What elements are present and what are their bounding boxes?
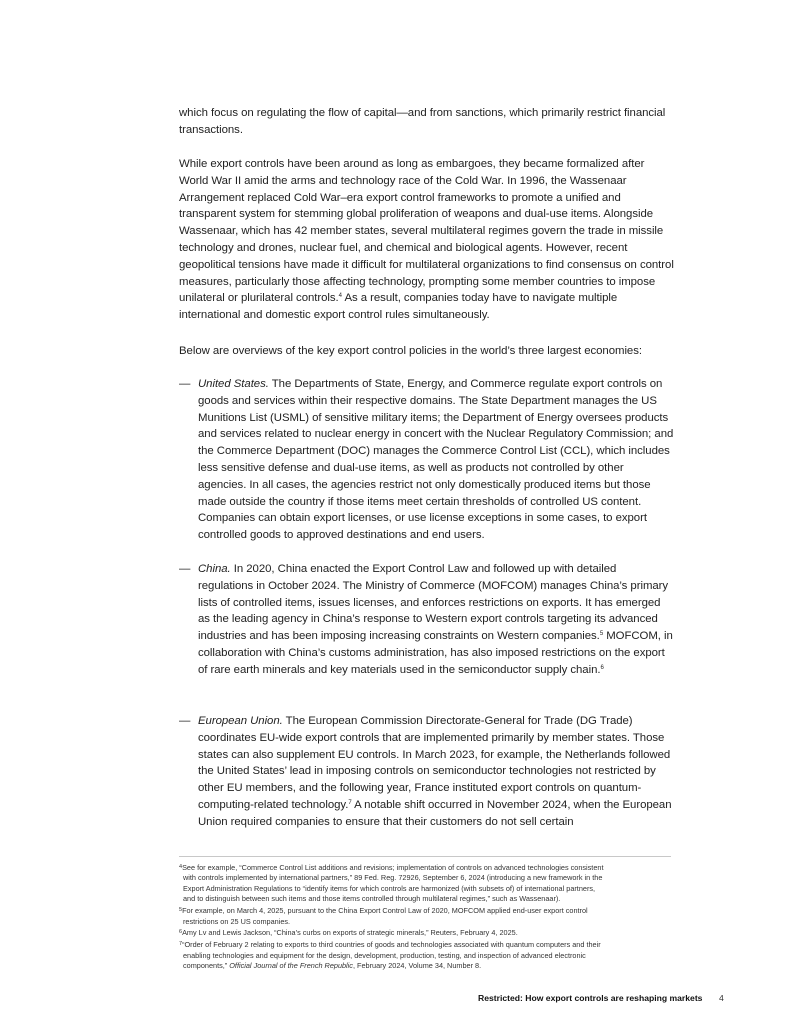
list-item-china [179,561,674,679]
history-text-tail: As a result, companies today have to navigate multiple international and domestic export control rules simultaneously. [179,292,618,322]
footnote-number: 6 [179,929,183,936]
footnote-text: restrictions on 25 US companies. [183,916,291,926]
item-title-china: China. [198,563,231,575]
footnote-number: 5 [179,907,183,914]
footnote-text: enabling technologies and equipment for the design, development, production, testing, and inspection of advanced electronic [183,950,586,960]
footnote-ref-5[interactable]: 5 [599,631,604,638]
item-text-european-union-cont: A notable shift occurred in November 2024, when the European Union required companies to ensure that their customers do not sell certain [198,798,672,828]
item-text-united-states: The Departments of State, Energy, and Commerce regulate export controls on goods and services within their respective domains. The State Department manages the US Munitions List (USML) of sensitive military items; the Department of Energy oversees products and services related to nuclear energy in concert with the Nuclear Regulatory Commission; and the Commerce Department (DOC) manages the Commerce Control List (CCL), which includes less sensitive defense and dual-use items, as well as products not controlled by other agencies. In all cases, the agencies restrict not only domestically produced items but those made outside the country if those items meet certain thresholds of controlled US content. Companies can obtain export licenses, or use license exceptions in some cases, to export controlled goods to approved destinations and end users. [198,378,674,542]
history-paragraph [179,156,674,324]
history-text: While export controls have been around as long as embargoes, they became formalized after World War II amid the arms and technology race of the Cold War. In 1996, the Wassenaar Arrangement replaced Cold War–era export control frameworks to promote a unified and transparent system for stemming global proliferation of weapons and dual-use items. Alongside Wassenaar, which has 42 member states, several multilateral regimes govern the trade in missile technology and drones, nuclear fuel, and chemical and biological agents. However, recent geopolitical tensions have made it difficult for multilateral organizations to find consensus on control measures, particularly those affecting technology, prompting some member countries to impose unilateral or plurilateral controls. [179,158,674,305]
footnotes [179,863,679,973]
list-item-united-states [179,376,674,544]
footnote-text: components,” [183,961,230,971]
footnote-text: with controls implemented by international partners,” 89 Fed. Reg. 72926, September 6, 2024 (introducing a new framework in the [183,873,603,883]
item-title-united-states: United States. [198,378,269,390]
item-text-european-union: The European Commission Directorate-General for Trade (DG Trade) coordinates EU-wide export controls that are implemented primarily by member states. Those states can also supplement EU controls. In March 2023, for example, the Netherlands followed the United States’ lead in imposing controls on semiconductor technologies not restricted by other EU members, and the following year, France instituted export controls on quantum-computing-related technology. [198,715,671,811]
overview-paragraph: Below are overviews of the key export control policies in the world’s three largest economies: [179,345,642,357]
page-number: 4 [719,993,724,1003]
list-dash: — [179,715,191,727]
journal-title: Official Journal of the French Republic [229,961,353,971]
list-item-european-union [179,713,674,831]
footnote-ref-4[interactable]: 4 [338,293,342,300]
footnote-text [179,961,679,971]
footnote-text: and to distinguish between such items and those items controlled through multilateral regimes,” such as Wassenaar). [183,894,561,904]
footnote-5 [179,906,679,927]
footnote-text: Export Administration Regulations to “identify items for which controls are harmonized (with subsets of) of international partners, [183,883,596,893]
list-dash: — [179,378,191,390]
footnote-divider [179,856,671,857]
footnote-text: “Order of February 2 relating to exports to third countries of goods and technologies associated with quantum computers and their [182,940,601,950]
footnote-text: See for example, “Commerce Control List additions and revisions; implementation of controls on advanced technologies consistent [182,863,604,872]
footnote-text: , February 2024, Volume 34, Number 8. [352,961,482,971]
item-title-european-union: European Union. [198,715,283,727]
footnote-ref-6[interactable]: 6 [600,664,604,671]
list-dash: — [179,563,191,575]
footnote-number: 7 [179,941,183,948]
footer-report-title: Restricted: How export controls are reshaping markets [478,993,703,1003]
item-text-china-cont: MOFCOM, in collaboration with China’s customs administration, has also imposed restrictions on the export of rare earth minerals and key materials used in the semiconductor supply chain. [198,630,673,676]
footnote-text: Amy Lv and Lewis Jackson, “China’s curbs on exports of strategic minerals,” Reuters, February 4, 2025. [182,928,518,938]
footnote-6 [179,928,679,938]
footnote-ref-7[interactable]: 7 [348,799,352,806]
intro-paragraph: which focus on regulating the flow of capital—and from sanctions, which primarily restrict financial transactions. [179,107,666,136]
footnote-number: 4 [179,864,183,870]
footnote-4 [179,863,679,905]
item-text-china: In 2020, China enacted the Export Control Law and followed up with detailed regulations in October 2024. The Ministry of Commerce (MOFCOM) manages China’s primary lists of controlled items, issues licenses, and enforces restrictions on exports. It has emerged as the leading agency in China’s response to Western export controls targeting its advanced industries and has been imposing increasing constraints on Western companies. [198,563,669,643]
footnote-7 [179,940,679,971]
footnote-text: For example, on March 4, 2025, pursuant to the China Export Control Law of 2020, MOFCOM applied end-user export control [182,906,588,916]
